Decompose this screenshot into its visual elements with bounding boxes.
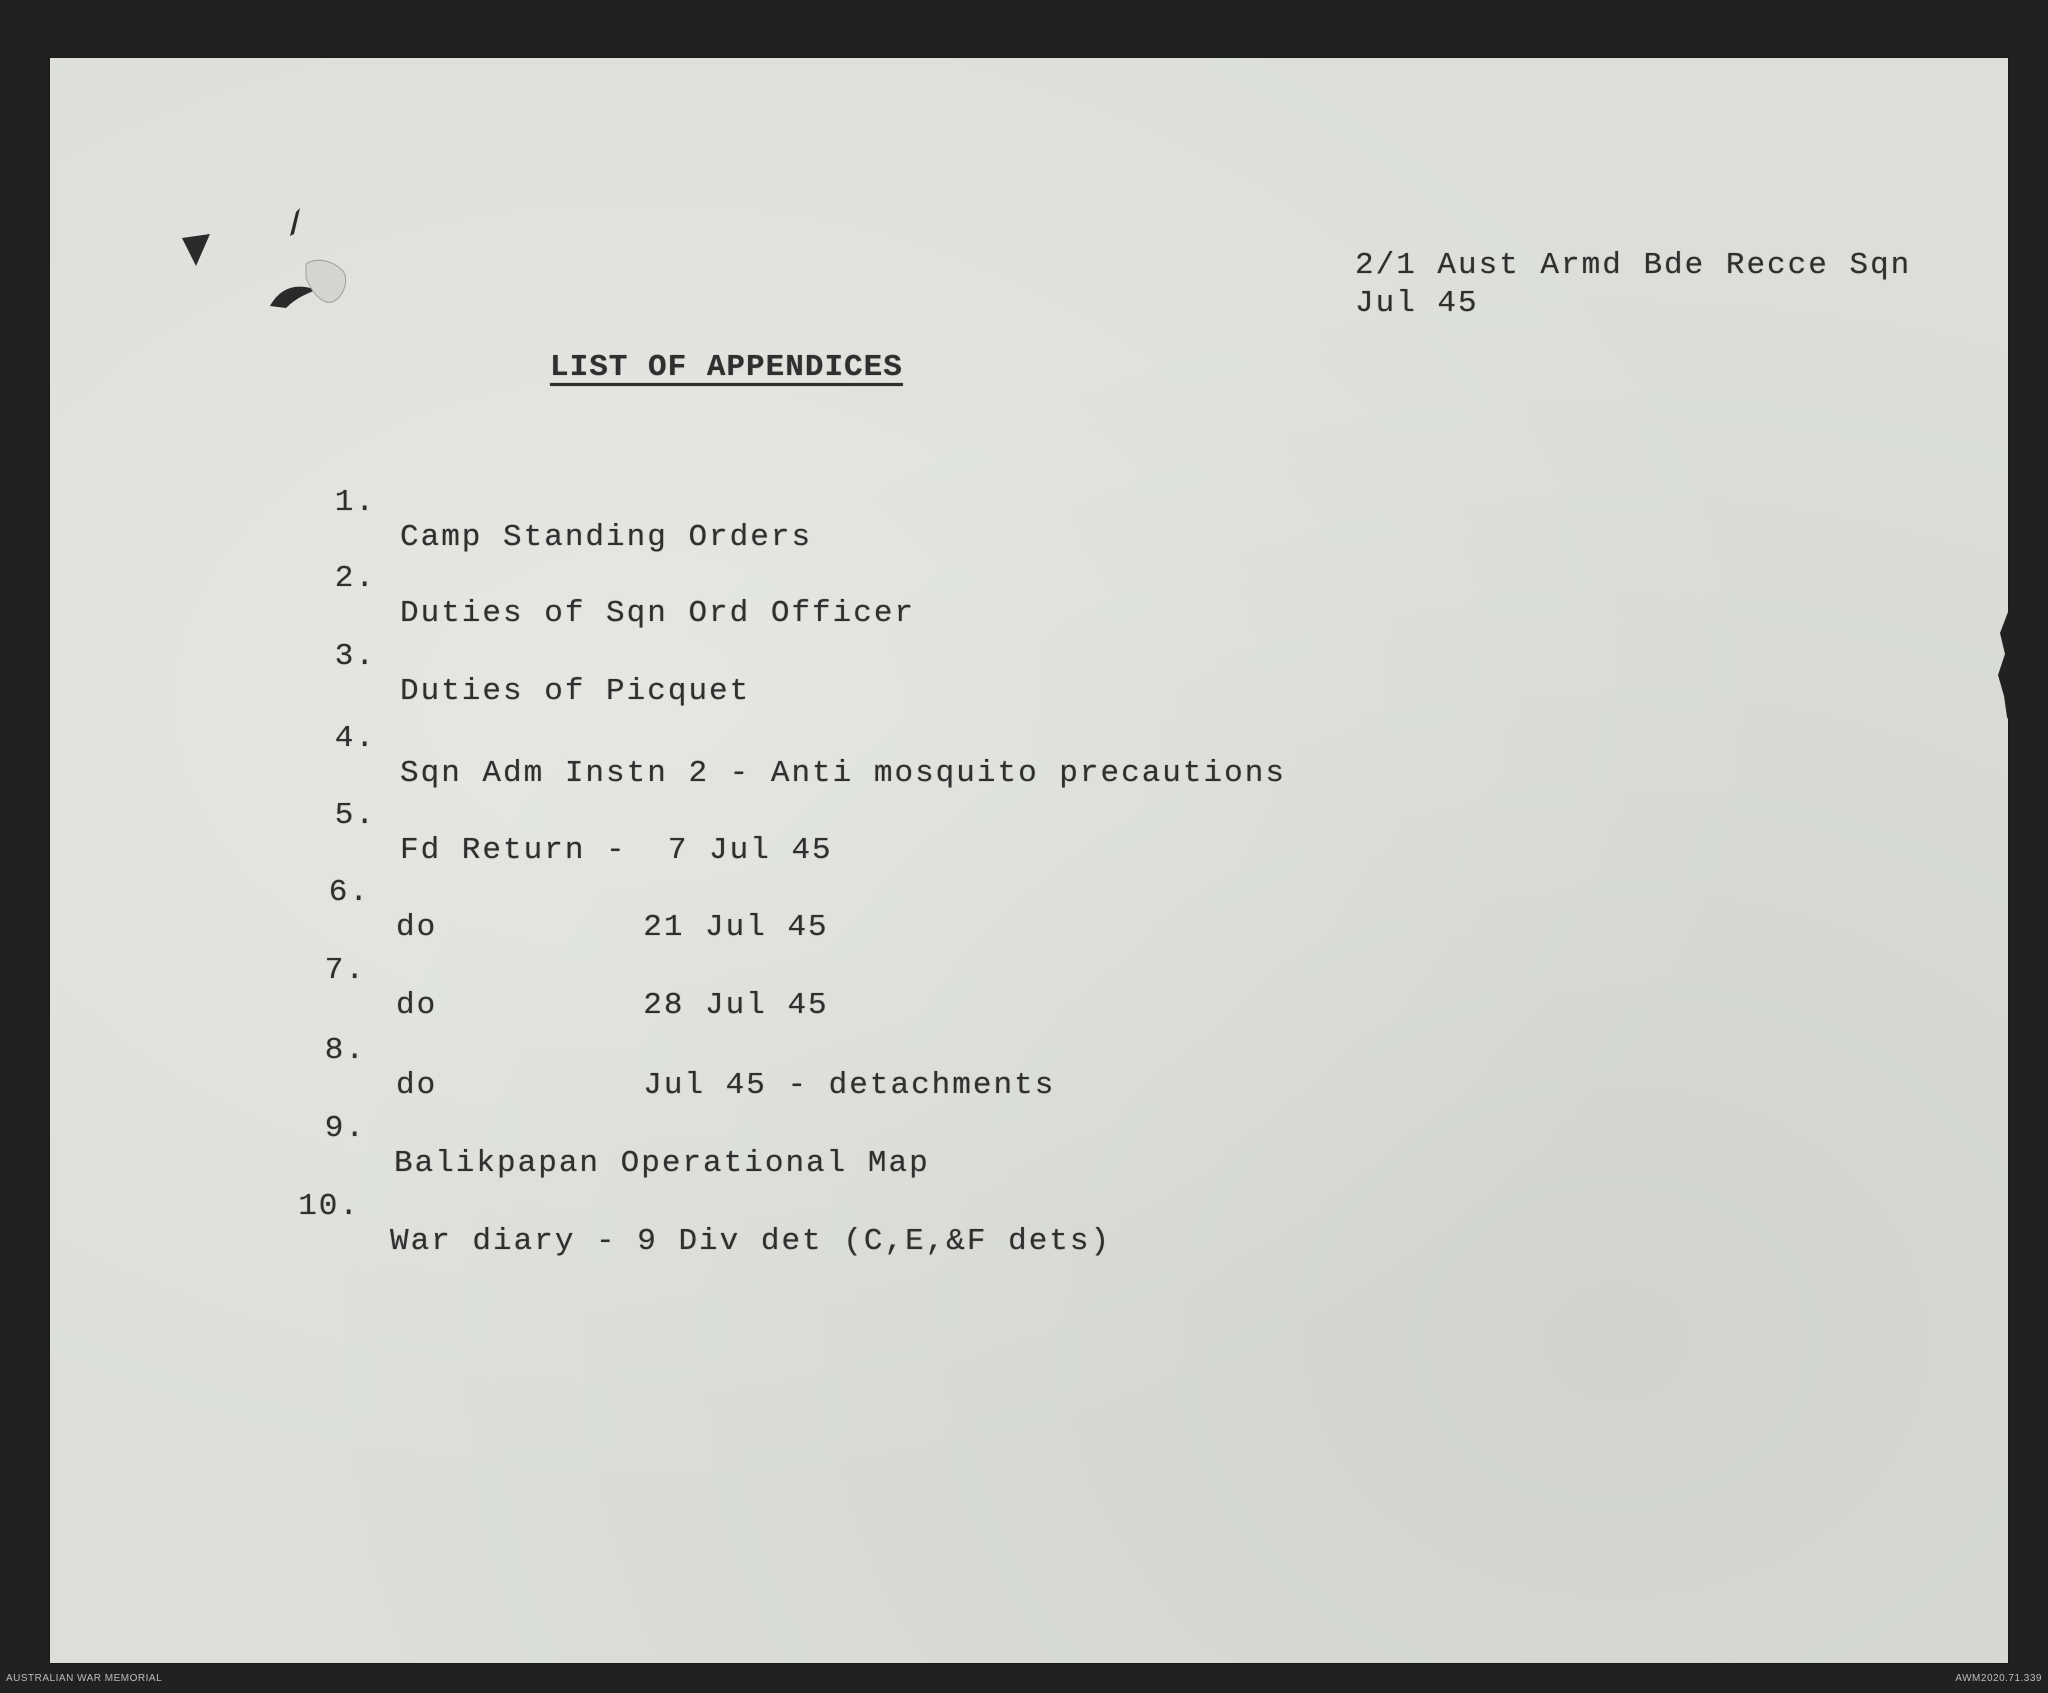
list-item-text: Camp Standing Orders [400, 520, 813, 555]
list-item-text: Duties of Sqn Ord Officer [400, 596, 916, 631]
footer-credit: AUSTRALIAN WAR MEMORIAL [6, 1673, 163, 1684]
list-item-text: do Jul 45 - detachments [396, 1068, 1056, 1103]
punch-hole-mark [306, 260, 346, 302]
list-item-number: 6. [328, 875, 370, 910]
list-item-number: 7. [324, 953, 366, 988]
document-date: Jul 45 [1355, 286, 1479, 321]
list-item-text: War diary - 9 Div det (C,E,&F dets) [390, 1224, 1112, 1259]
list-item-number: 9. [324, 1111, 366, 1146]
list-item-number: 8. [324, 1033, 366, 1068]
punch-holes [120, 138, 380, 318]
footer-accession-number: AWM2020.71.339 [1955, 1673, 2042, 1684]
punch-hole-mark [290, 208, 300, 236]
list-item-text: do 28 Jul 45 [396, 988, 829, 1023]
punch-hole-mark [270, 287, 316, 308]
list-item-text: do 21 Jul 45 [396, 910, 829, 945]
unit-name: 2/1 Aust Armd Bde Recce Sqn [1355, 248, 1912, 283]
list-item-text: Sqn Adm Instn 2 - Anti mosquito precautions [400, 756, 1286, 791]
list-item-number: 3. [334, 639, 376, 674]
list-item-number: 5. [334, 798, 376, 833]
torn-edge [1996, 598, 2016, 738]
list-item-number: 10. [298, 1189, 360, 1224]
list-item-text: Duties of Picquet [400, 674, 751, 709]
document-title: LIST OF APPENDICES [550, 350, 903, 385]
punch-hole-mark [182, 234, 210, 266]
list-item-number: 4. [334, 721, 376, 756]
document-page [50, 58, 2008, 1663]
list-item-text: Fd Return - 7 Jul 45 [400, 833, 833, 868]
list-item-text: Balikpapan Operational Map [394, 1146, 930, 1181]
list-item-number: 1. [334, 485, 376, 520]
list-item-number: 2. [334, 561, 376, 596]
